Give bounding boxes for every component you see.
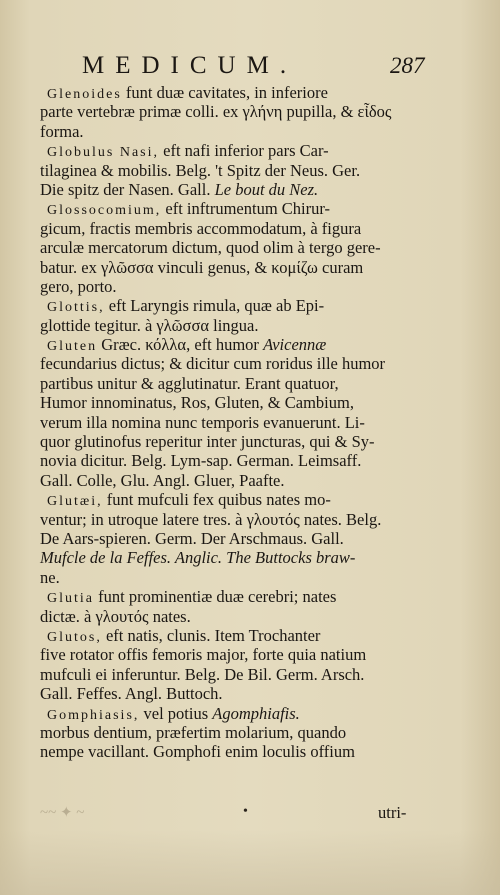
entry-line	[40, 510, 440, 529]
entry-text: eft nafi inferior pars Car-	[159, 141, 329, 161]
headword: Globulus Nasi,	[47, 145, 159, 161]
running-title: MEDICUM.	[82, 52, 298, 79]
entry-text: Græc. κόλλα, eft humor	[97, 335, 264, 355]
entry-line	[40, 141, 440, 160]
entry-text: eft natis, clunis. Item Trochanter	[101, 625, 321, 645]
entry-line	[40, 432, 440, 451]
entry-text: forma.	[40, 121, 84, 141]
entry-line	[40, 277, 440, 296]
entry-line	[40, 587, 440, 606]
entry-line	[40, 102, 440, 121]
entry-text: Die spitz der Nasen. Gall.	[40, 179, 215, 199]
headword: Glutia	[47, 591, 94, 607]
headword: Gomphiasis,	[47, 707, 140, 723]
entry-text: ventur; in utroque latere tres. à γλουτός nates. Belg.	[40, 509, 382, 529]
entry-text: five rotator offis femoris major, forte quia natium	[40, 645, 367, 665]
headword: Glottis,	[47, 300, 105, 316]
entry-line	[40, 238, 440, 257]
entry-line	[40, 645, 440, 664]
entry-text: quor glutinofus reperitur inter juncturas, qui & Sy-	[40, 432, 375, 452]
entry-text: Gall. Colle, Glu. Angl. Gluer, Paafte.	[40, 470, 285, 490]
entry-line	[40, 490, 440, 509]
entry-line	[40, 723, 440, 742]
entry-italic: Agomphiafis.	[212, 703, 300, 723]
entry-text: Humor innominatus, Ros, Gluten, & Cambium,	[40, 393, 354, 413]
entry-text: dictæ. à γλουτός nates.	[40, 606, 191, 626]
entry-line	[40, 219, 440, 238]
entry-line	[40, 180, 440, 199]
entry-text: Gall. Feffes. Angl. Buttoch.	[40, 684, 223, 704]
entry-text: parte vertebræ primæ colli. ex γλήνη pupilla, & εἶδος	[40, 102, 392, 122]
catchword: utri-	[378, 803, 407, 822]
entry-line	[40, 199, 440, 218]
entry-text: De Aars-spieren. Germ. Der Arschmaus. Gall.	[40, 528, 344, 548]
entry-line	[40, 335, 440, 354]
entry-text: nempe vacillant. Gomphofi enim loculis offium	[40, 742, 355, 762]
entry-text: verum illa nomina nunc temporis evanuerunt. Li-	[40, 412, 365, 432]
entry-line	[40, 258, 440, 277]
entry-line	[40, 393, 440, 412]
headword: Glutæi,	[47, 494, 103, 510]
entry-line	[40, 316, 440, 335]
ornament-flourish: ~~ ✦ ~	[40, 805, 85, 821]
entry-line	[40, 568, 440, 587]
entry-line	[40, 471, 440, 490]
entry-line	[40, 704, 440, 723]
headword: Gluten	[47, 339, 98, 355]
entry-line	[40, 161, 440, 180]
entry-line	[40, 665, 440, 684]
entry-text: tilaginea & mobilis. Belg. 't Spitz der Neus. Ger.	[40, 160, 361, 180]
entry-line	[40, 684, 440, 703]
entry-line	[40, 548, 440, 567]
entry-text: funt duæ cavitates, in inferiore	[121, 83, 328, 102]
headword: Glossocomium,	[47, 203, 162, 219]
entry-text: novia dicitur. Belg. Lym-sap. German. Leimsaff.	[40, 451, 362, 471]
entry-text: partibus unitur & agglutinatur. Erant quatuor,	[40, 373, 339, 393]
headword: Glenoides	[47, 87, 122, 102]
entry-line	[40, 607, 440, 626]
entry-text: glottide tegitur. à γλῶσσα lingua.	[40, 315, 259, 335]
entry-line	[40, 529, 440, 548]
running-head	[0, 50, 500, 82]
signature-dot: •	[243, 804, 248, 819]
entry-italic: Le bout du Nez.	[214, 179, 319, 199]
entry-text: vel potius	[139, 703, 213, 723]
entry-text: ne.	[40, 567, 60, 587]
entry-line	[40, 626, 440, 645]
entry-line	[40, 374, 440, 393]
entry-text: fecundarius dictus; & dicitur cum roridus ille humor	[40, 354, 386, 374]
page-shadow	[0, 830, 500, 895]
entry-text: mufculi ei inferuntur. Belg. De Bil. Germ. Arsch.	[40, 664, 365, 684]
entry-text: arculæ mercatorum dictum, quod olim à tergo gere-	[40, 238, 381, 258]
entry-line	[40, 122, 440, 141]
entry-text: Mufcle de la Feffes. Anglic. The Buttocks braw-	[40, 548, 356, 568]
entry-line	[40, 742, 440, 761]
dictionary-text	[40, 83, 440, 762]
entry-line	[40, 296, 440, 315]
entry-line	[40, 451, 440, 470]
entry-text: funt mufculi fex quibus nates mo-	[102, 490, 331, 510]
entry-text: gero, porto.	[40, 276, 117, 296]
headword: Glutos,	[47, 629, 102, 645]
entry-text: gicum, fractis membris accommodatum, à figura	[40, 218, 362, 238]
entry-line	[40, 83, 440, 102]
entry-italic: Avicennæ	[263, 335, 327, 355]
entry-text: eft Laryngis rimula, quæ ab Epi-	[104, 296, 325, 316]
entry-text: eft inftrumentum Chirur-	[161, 199, 331, 219]
entry-text: morbus dentium, præfertim molarium, quando	[40, 722, 347, 742]
entry-text: batur. ex γλῶσσα vinculi genus, & κομίζω curam	[40, 257, 364, 277]
entry-text: funt prominentiæ duæ cerebri; nates	[94, 587, 337, 607]
entry-line	[40, 413, 440, 432]
entry-line	[40, 354, 440, 373]
page-number: 287	[390, 53, 425, 78]
